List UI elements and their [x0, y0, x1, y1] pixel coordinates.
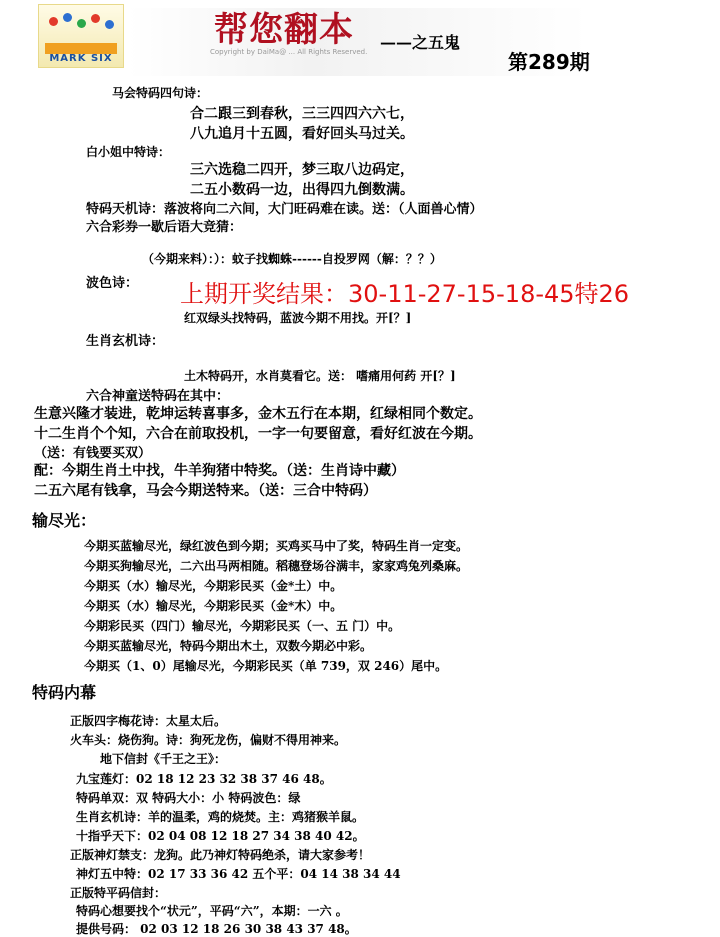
lamp-ban: 正版神灯禁支：龙狗。此乃神灯特码绝杀，请大家参考！ [70, 848, 371, 862]
logo-ball-blue-2 [105, 20, 114, 29]
miss-poem-line: 二五小数码一边，出得四九倒数满。 [190, 182, 414, 198]
flat-poem: 特码心想要找个“状元”，平码“六”，本期：一六 。 [76, 904, 348, 918]
lose-line: 今期买（1、0）尾输尽光，今期彩民买（单 739，双 246）尾中。 [84, 659, 448, 673]
flat-letter-label: 正版特平码信封： [70, 886, 167, 900]
lose-line: 今期买狗输尽光，二六出马两相随。稻穗登场谷满丰，家家鸡兔列桑麻。 [84, 559, 469, 573]
riddle-text: （今期来料）：）：蚊子找蜘蛛------自投罗网（解：？？） [142, 252, 442, 266]
single-double: 特码单双：双 特码大小：小 特码波色：绿 [76, 791, 301, 805]
logo-text: MARK SIX [49, 53, 113, 64]
logo-ball-green [77, 19, 86, 28]
zodiac-inside: 生肖玄机诗：羊的温柔，鸡的烧焚。主：鸡猪猴羊鼠。 [76, 810, 365, 824]
horse-poem-line: 合二跟三到春秋，三三四四六六七， [190, 106, 414, 122]
logo-ball-red-2 [91, 14, 100, 23]
issue-number: 第289期 [508, 50, 590, 74]
lose-line: 今期买蓝输尽光，绿红波色到今期；买鸡买马中了奖，特码生肖一定变。 [84, 539, 469, 553]
horse-poem-line: 八九追月十五圆，看好回头马过关。 [190, 126, 414, 142]
logo-ball-blue [63, 13, 72, 22]
last-draw-result: 上期开奖结果：30-11-27-15-18-45特26 [180, 280, 630, 308]
five-in-special: 神灯五中特：02 17 33 36 42 五个平：04 14 38 34 44 [76, 867, 401, 881]
lose-line: 今期买（水）输尽光，今期彩民买（金*木）中。 [84, 599, 343, 613]
tongzi-line: 二五六尾有钱拿，马会今期送特来。（送：三合中特码） [34, 483, 377, 499]
page-subtitle: ——之五鬼 [380, 33, 461, 52]
miss-poem-line: 三六选稳二四开，梦三取八边码定， [190, 162, 414, 178]
tianji-poem: 特码天机诗：落波将向二六间，大门旺码难在读。送：（人面兽心情） [86, 202, 483, 217]
zodiac-poem-label: 生肖玄机诗： [86, 334, 165, 349]
lose-line: 今期彩民买（四门）输尽光，今期彩民买（一、五 门）中。 [84, 619, 401, 633]
miss-poem-label: 白小姐中特诗： [86, 145, 171, 159]
ten-fingers: 十指乎天下：02 04 08 12 18 27 34 38 40 42。 [76, 829, 365, 843]
lotus-lamp: 九宝莲灯：02 18 12 23 32 38 37 46 48。 [76, 772, 332, 786]
mark-six-logo [38, 4, 124, 68]
tongzi-line: 配：今期生肖土中找，牛羊狗猪中特奖。（送：生肖诗中藏） [34, 463, 405, 479]
wave-poem-line: 红双绿头找特码，蓝波今期不用找。开[？] [184, 311, 412, 325]
tongzi-line: （送：有钱要买双） [34, 446, 152, 461]
wave-poem-label: 波色诗： [86, 276, 139, 291]
provided-numbers: 提供号码： 02 03 12 18 26 30 38 43 37 48。 [76, 922, 357, 936]
riddle-label: 六合彩券一歇后语大竞猜： [86, 220, 243, 235]
lose-section-heading: 输尽光： [32, 511, 97, 530]
copyright-line: Copyright by DaiMa@ ... All Rights Reserved. [210, 48, 368, 56]
tongzi-line: 十二生肖个个知，六合在前取投机，一字一句要留意，看好红波在今期。 [34, 426, 482, 442]
lose-line: 今期买蓝输尽光，特码今期出木土，双数今期必中彩。 [84, 639, 373, 653]
zodiac-poem-line: 土木特码开，水肖莫看它。送： 嗜痛用何药 开[？] [184, 369, 456, 383]
plum-poem: 正版四字梅花诗：太星太后。 [70, 714, 227, 728]
tongzi-title: 六合神童送特码在其中： [86, 389, 230, 404]
lose-line: 今期买（水）输尽光，今期彩民买（金*土）中。 [84, 579, 343, 593]
page-title: 帮您翻本 [214, 10, 354, 50]
tongzi-line: 生意兴隆才装进，乾坤运转喜事多，金木五行在本期，红绿相同个数定。 [34, 406, 482, 422]
underground-letter: 地下信封《千王之王》： [100, 752, 227, 766]
horse-poem-label: 马会特码四句诗： [112, 86, 209, 100]
train-head: 火车头：烧伤狗。诗：狗死龙伤，偏财不得用神来。 [70, 733, 347, 747]
inside-section-heading: 特码内幕 [32, 683, 97, 702]
logo-ball-red [49, 17, 58, 26]
